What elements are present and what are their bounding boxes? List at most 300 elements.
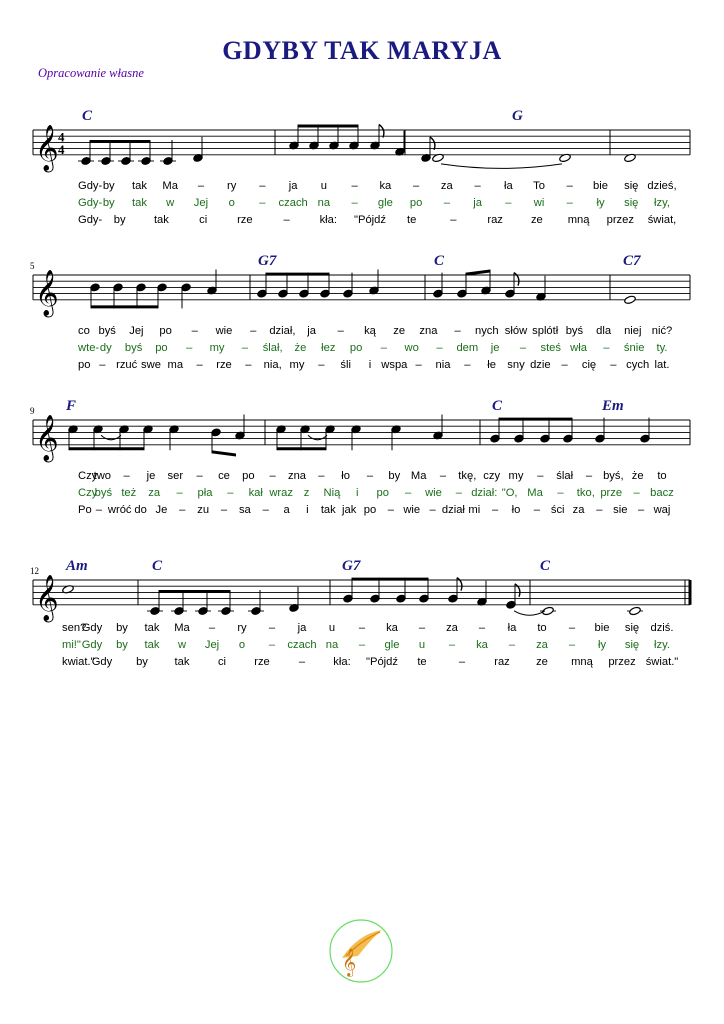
lyric-syllable: steś — [540, 342, 562, 354]
lyric-syllable: – — [179, 504, 186, 516]
lyric-syllable: ze — [536, 656, 548, 668]
lyric-syllable: by — [102, 197, 115, 209]
measure-number: 9 — [30, 406, 35, 416]
lyric-syllable: to — [657, 470, 667, 482]
lyric-syllable: Ma — [410, 470, 427, 482]
lyric-syllable: wo — [404, 342, 419, 354]
time-signature-bottom: 4 — [58, 141, 65, 157]
lyric-syllable: tak — [320, 504, 336, 516]
lyric-syllable: sen? — [62, 622, 87, 634]
lyric-syllable: bie — [594, 622, 610, 634]
lyric-syllable: – — [596, 504, 603, 516]
lyric-syllable: Ma — [527, 487, 543, 499]
lyric-syllable: Gdy — [91, 656, 113, 668]
lyric-syllable: nia, — [263, 359, 282, 371]
lyric-syllable: – — [566, 197, 573, 209]
tie — [101, 435, 121, 440]
lyric-syllable: – — [450, 214, 457, 226]
lyric-syllable: ja — [307, 325, 316, 337]
lyric-syllable: wie — [403, 504, 421, 516]
lyric-syllable: dzie — [530, 359, 551, 371]
lyric-syllable: lat. — [654, 359, 670, 371]
lyric-syllable: – — [259, 197, 266, 209]
lyric-syllable: tko, — [576, 487, 595, 499]
lyric-syllable: wspa — [381, 359, 408, 371]
lyric-syllable: – — [366, 470, 374, 482]
lyric-syllable: na — [317, 197, 331, 209]
beam — [90, 140, 150, 143]
lyric-syllable: – — [245, 359, 252, 371]
lyric-syllable: czach — [278, 197, 308, 209]
lyric-syllable: ści — [550, 504, 565, 516]
lyric-syllable: za — [148, 487, 161, 499]
lyric-syllable: wróć — [107, 504, 132, 516]
lyric-syllable: za — [446, 622, 458, 634]
chord-symbol: F — [66, 398, 77, 414]
whole-note — [629, 606, 641, 616]
beam — [352, 578, 428, 581]
lyric-syllable: ja — [288, 180, 298, 192]
lyric-syllable: – — [557, 487, 564, 499]
lyric-syllable: byś — [94, 487, 113, 499]
whole-note — [624, 295, 636, 305]
lyric-syllable: śli — [340, 359, 351, 371]
lyric-syllable: dla — [596, 325, 612, 337]
lyric-syllable: to — [537, 622, 547, 634]
chord-symbol: C — [540, 558, 551, 574]
chord-symbol: G7 — [342, 558, 361, 574]
lyric-syllable: czy — [483, 470, 501, 482]
lyric-syllable: my — [209, 342, 225, 354]
lyric-syllable: te — [417, 656, 427, 668]
lyric-syllable: ry — [237, 622, 247, 634]
lyric-syllable: mi!" — [62, 639, 81, 651]
lyric-syllable: dzieś, — [647, 180, 677, 192]
lyric-syllable: tkę, — [458, 470, 477, 482]
lyric-syllable: To — [533, 180, 545, 192]
lyric-syllable: sie — [613, 504, 628, 516]
lyric-syllable: i — [368, 359, 372, 371]
lyric-syllable: co — [78, 325, 90, 337]
lyric-syllable: Gdy- — [78, 214, 103, 226]
lyric-syllable: tak — [174, 656, 190, 668]
music-system — [30, 558, 690, 668]
lyric-syllable: wła — [570, 342, 587, 354]
beam — [212, 450, 236, 456]
tie — [441, 164, 562, 169]
lyric-syllable: że — [631, 470, 644, 482]
lyric-syllable: mi — [468, 504, 481, 516]
lyric-syllable: zu — [197, 504, 210, 516]
lyric-syllable: łzy. — [654, 639, 670, 651]
lyric-syllable: by — [116, 639, 128, 651]
lyric-syllable: – — [351, 197, 358, 209]
lyric-syllable: – — [464, 359, 471, 371]
lyric-syllable: waj — [653, 504, 671, 516]
lyric-syllable: dział: — [471, 487, 498, 499]
lyric-syllable: Jej — [204, 639, 220, 651]
lyric-syllable: wi — [533, 197, 545, 209]
lyric-syllable: – — [196, 359, 203, 371]
lyric-syllable: – — [95, 504, 102, 516]
lyric-syllable: by — [102, 180, 115, 192]
lyric-syllable: – — [458, 656, 466, 668]
lyric-syllable: – — [318, 470, 325, 482]
lyric-syllable: by — [136, 656, 148, 668]
lyric-syllable: two — [93, 470, 112, 482]
lyric-syllable: – — [519, 342, 527, 354]
lyric-syllable: z — [303, 487, 310, 499]
lyric-syllable: "Pójdź — [366, 656, 398, 668]
lyric-syllable: ślał, — [262, 342, 283, 354]
lyric-syllable: – — [439, 470, 447, 482]
lyric-syllable: – — [443, 197, 450, 209]
lyric-syllable: po — [159, 325, 172, 337]
lyric-syllable: ty. — [656, 342, 668, 354]
lyric-syllable: niej — [624, 325, 642, 337]
lyric-syllable: – — [259, 180, 266, 192]
lyric-syllable: – — [337, 325, 344, 337]
lyric-syllable: – — [241, 342, 248, 354]
lyric-syllable: swe — [141, 359, 161, 371]
lyric-syllable: – — [123, 470, 130, 482]
lyric-syllable: bacz — [650, 487, 674, 499]
lyric-syllable: ślał — [556, 470, 574, 482]
treble-clef-icon: 𝄞 — [35, 124, 59, 171]
lyric-syllable: tak — [144, 639, 160, 651]
lyric-syllable: Czy — [78, 470, 98, 482]
lyric-syllable: raz — [494, 656, 510, 668]
lyric-syllable: kła: — [333, 656, 351, 668]
lyric-syllable: rze — [237, 214, 253, 226]
lyric-syllable: – — [568, 622, 576, 634]
lyric-syllable: – — [568, 639, 576, 651]
beam — [69, 447, 144, 450]
lyric-syllable: łe — [487, 359, 497, 371]
music-system — [30, 253, 690, 371]
lyric-syllable: – — [298, 656, 306, 668]
lyric-syllable: tak — [132, 180, 147, 192]
lyric-syllable: przez — [606, 214, 634, 226]
lyric-syllable: rzuć — [116, 359, 138, 371]
lyric-syllable: sa — [238, 504, 251, 516]
chord-symbol: G — [512, 108, 523, 124]
lyric-syllable: a — [283, 504, 290, 516]
lyric-syllable: dziś. — [650, 622, 674, 634]
lyric-syllable: Gdy — [81, 622, 103, 634]
lyric-syllable: – — [492, 504, 499, 516]
lyric-syllable: w — [177, 639, 187, 651]
lyric-syllable: je — [146, 470, 156, 482]
lyric-syllable: dział — [441, 504, 465, 516]
lyric-syllable: te — [407, 214, 417, 226]
lyric-syllable: śnie — [623, 342, 645, 354]
lyric-syllable: ze — [530, 214, 543, 226]
lyric-syllable: że — [294, 342, 307, 354]
lyric-syllable: się — [624, 180, 639, 192]
lyric-syllable: byś — [98, 325, 116, 337]
lyric-syllable: "O, — [501, 487, 518, 499]
lyric-syllable: o — [228, 197, 235, 209]
lyric-syllable: – — [197, 180, 205, 192]
lyric-syllable: splótł — [532, 325, 559, 337]
lyric-syllable: byś — [565, 325, 584, 337]
lyric-syllable: – — [227, 487, 234, 499]
lyric-syllable: cię — [581, 359, 597, 371]
lyric-syllable: – — [566, 180, 573, 192]
chord-symbol: C7 — [623, 253, 641, 269]
lyric-syllable: u — [320, 180, 328, 192]
lyric-syllable: – — [283, 214, 290, 226]
beam — [159, 590, 230, 593]
lyric-syllable: na — [325, 639, 339, 651]
svg-text:𝄞: 𝄞 — [342, 948, 357, 976]
lyric-syllable: Ma — [162, 180, 178, 192]
lyric-syllable: po — [78, 359, 91, 371]
lyric-syllable: Je — [155, 504, 168, 516]
lyric-syllable: my — [289, 359, 305, 371]
lyric-syllable: nia — [435, 359, 451, 371]
lyric-syllable: ja — [473, 197, 482, 209]
eighth-flag — [430, 137, 435, 150]
lyric-syllable: Po — [78, 504, 92, 516]
lyric-syllable: kwiat." — [62, 656, 95, 668]
lyric-syllable: raz — [487, 214, 503, 226]
lyric-syllable: mną — [571, 656, 593, 668]
lyric-syllable: mną — [567, 214, 590, 226]
lyric-syllable: ze — [393, 325, 406, 337]
lyric-syllable: – — [318, 359, 325, 371]
lyric-syllable: nić? — [651, 325, 673, 337]
lyric-syllable: za — [572, 504, 585, 516]
lyric-syllable: ry — [227, 180, 237, 192]
lyric-syllable: by — [113, 214, 126, 226]
lyric-syllable: u — [418, 639, 426, 651]
treble-clef-icon: 𝄞 — [35, 574, 59, 621]
beam — [277, 447, 326, 450]
lyric-syllable: – — [448, 639, 456, 651]
music-system — [33, 108, 690, 226]
lyric-syllable: – — [191, 325, 198, 337]
lyric-syllable: – — [412, 180, 420, 192]
lyric-syllable: – — [633, 487, 640, 499]
lyric-syllable: by — [388, 470, 401, 482]
lyric-syllable: jak — [341, 504, 357, 516]
lyric-syllable: – — [603, 342, 610, 354]
time-signature-top: 4 — [58, 129, 65, 145]
lyric-syllable: – — [561, 359, 568, 371]
lyric-syllable: – — [478, 622, 486, 634]
lyric-syllable: świat, — [647, 214, 677, 226]
lyric-syllable: się — [624, 622, 640, 634]
lyric-syllable: wte- — [78, 342, 100, 354]
lyric-syllable: po — [349, 342, 363, 354]
lyric-syllable: sny — [507, 359, 525, 371]
lyric-syllable: Jej — [193, 197, 209, 209]
lyric-syllable: wie — [425, 487, 442, 499]
beam — [298, 125, 358, 128]
lyric-syllable: – — [429, 504, 436, 516]
lyric-syllable: Gdy — [81, 639, 103, 651]
lyric-syllable: ka — [476, 639, 488, 651]
lyric-syllable: rze — [216, 359, 232, 371]
lyric-syllable: tak — [144, 622, 160, 634]
lyric-syllable: tak — [153, 214, 169, 226]
lyric-syllable: Ma — [174, 622, 190, 634]
lyric-syllable: wraz — [269, 487, 293, 499]
lyric-syllable: ły — [596, 197, 605, 209]
beam — [91, 305, 158, 308]
lyric-syllable: – — [508, 639, 516, 651]
chord-symbol: Em — [602, 398, 624, 414]
measure-number: 5 — [30, 261, 35, 271]
lyric-syllable: "Pójdź — [354, 214, 386, 226]
lyric-syllable: – — [220, 504, 228, 516]
lyric-syllable: byś, — [603, 470, 624, 482]
lyric-syllable: – — [585, 470, 593, 482]
lyric-syllable: – — [196, 470, 203, 482]
music-clef-logo — [328, 918, 394, 984]
lyric-syllable: i — [356, 487, 359, 499]
lyric-syllable: po — [242, 470, 255, 482]
lyric-syllable: ce — [218, 470, 230, 482]
lyric-syllable: ci — [199, 214, 208, 226]
lyric-syllable: gle — [384, 639, 400, 651]
lyric-syllable: ka — [386, 622, 398, 634]
lyric-syllable: słów — [504, 325, 528, 337]
lyric-syllable: wie — [215, 325, 233, 337]
lyric-syllable: ło — [341, 470, 351, 482]
lyric-syllable: tak — [132, 197, 147, 209]
lyric-syllable: cych — [626, 359, 650, 371]
lyric-syllable: ser — [167, 470, 184, 482]
lyric-syllable: – — [537, 470, 544, 482]
lyric-syllable: za — [440, 180, 453, 192]
lyric-syllable: – — [262, 504, 269, 516]
lyric-syllable: prze — [600, 487, 623, 499]
lyric-syllable: – — [415, 359, 422, 371]
lyric-syllable: my — [508, 470, 524, 482]
chord-symbol: G7 — [258, 253, 277, 269]
chord-symbol: Am — [66, 558, 88, 574]
lyric-syllable: – — [455, 487, 462, 499]
lyric-syllable: ja — [297, 622, 307, 634]
lyric-syllable: łez — [321, 342, 336, 354]
lyric-syllable: ką — [364, 325, 376, 337]
lyric-syllable: Czy — [78, 487, 98, 499]
lyric-syllable: ło — [511, 504, 521, 516]
lyric-syllable: Nią — [323, 487, 341, 499]
lyric-syllable: po — [376, 487, 389, 499]
lyric-syllable: – — [474, 180, 481, 192]
lyric-syllable: dy — [99, 342, 112, 354]
lyric-syllable: ka — [379, 180, 392, 192]
eighth-flag — [379, 125, 384, 138]
lyric-syllable: – — [533, 504, 540, 516]
lyric-syllable: ma — [167, 359, 184, 371]
lyric-syllable: ła — [503, 180, 513, 192]
lyric-syllable: się — [624, 639, 640, 651]
arrangement-credit: Opracowanie własne — [38, 66, 144, 80]
lyric-syllable: – — [454, 325, 461, 337]
tie — [308, 435, 327, 440]
lyric-syllable: do — [134, 504, 147, 516]
beam — [499, 418, 572, 421]
lyric-syllable: ci — [217, 656, 227, 668]
lyric-syllable: u — [328, 622, 336, 634]
lyric-syllable: – — [380, 342, 388, 354]
lyric-syllable: Jej — [129, 325, 144, 337]
lyric-syllable: i — [306, 504, 309, 516]
chord-symbol: C — [492, 398, 503, 414]
lyric-syllable: – — [505, 197, 512, 209]
lyric-syllable: byś — [124, 342, 143, 354]
lyric-syllable: kła: — [319, 214, 337, 226]
lyric-syllable: po — [363, 504, 377, 516]
lyric-syllable: ły — [597, 639, 607, 651]
lyric-syllable: przez — [608, 656, 636, 668]
lyric-syllable: kał — [248, 487, 263, 499]
lyric-syllable: czach — [287, 639, 317, 651]
lyric-syllable: – — [268, 639, 276, 651]
lyric-syllable: by — [116, 622, 128, 634]
lyric-syllable: zna — [419, 325, 438, 337]
lyric-syllable: Gdy- — [78, 180, 103, 192]
tie — [514, 611, 545, 616]
measure-number: 12 — [30, 566, 39, 576]
lyric-syllable: po — [155, 342, 168, 354]
lyric-syllable: bie — [593, 180, 608, 192]
lyric-syllable: – — [638, 504, 645, 516]
lyric-syllable: za — [536, 639, 548, 651]
lyric-syllable: dem — [456, 342, 479, 354]
lyric-syllable: się — [624, 197, 639, 209]
beam — [266, 273, 329, 276]
lyric-syllable: – — [404, 487, 412, 499]
lyric-syllable: ła — [507, 622, 517, 634]
lyric-syllable: – — [268, 622, 276, 634]
chord-symbol: C — [82, 108, 93, 124]
lyric-syllable: – — [269, 470, 276, 482]
lyric-syllable: zna — [287, 470, 307, 482]
lyric-syllable: – — [358, 639, 366, 651]
page-title: GDYBY TAK MARYJA — [222, 36, 502, 65]
lyric-syllable: – — [436, 342, 443, 354]
lyric-syllable: – — [186, 342, 193, 354]
chord-symbol: C — [434, 253, 445, 269]
lyric-syllable: – — [351, 180, 358, 192]
lyric-syllable: rze — [254, 656, 270, 668]
lyric-syllable: gle — [377, 197, 393, 209]
lyric-syllable: – — [176, 487, 183, 499]
lyric-syllable: dział, — [269, 325, 296, 337]
chord-symbol: C — [152, 558, 163, 574]
lyric-syllable: nych — [474, 325, 499, 337]
lyric-syllable: – — [418, 622, 426, 634]
music-system — [30, 398, 690, 516]
lyric-syllable: – — [610, 359, 617, 371]
lyric-syllable: – — [358, 622, 366, 634]
lyric-syllable: – — [208, 622, 216, 634]
treble-clef-icon: 𝄞 — [35, 269, 59, 316]
lyric-syllable: świat." — [645, 656, 679, 668]
lyric-syllable: po — [409, 197, 423, 209]
lyric-syllable: – — [387, 504, 394, 516]
lyric-syllable: o — [238, 639, 246, 651]
lyric-syllable: łzy, — [654, 197, 670, 209]
lyric-syllable: Gdy- — [78, 197, 103, 209]
lyric-syllable: je — [490, 342, 500, 354]
